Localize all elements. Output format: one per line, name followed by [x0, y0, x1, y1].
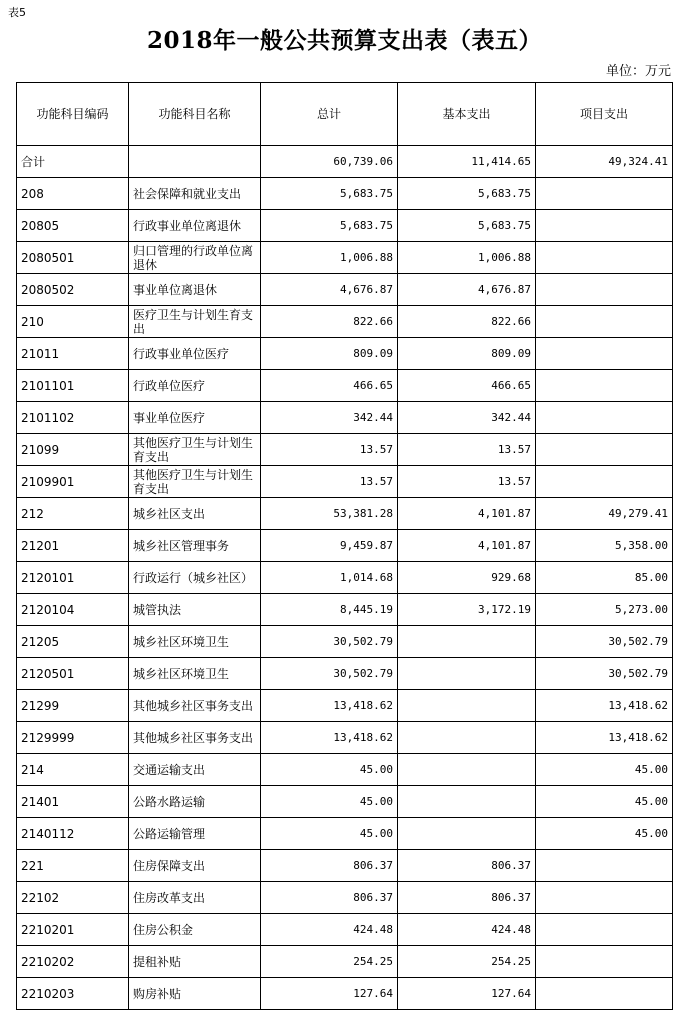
- table-row: [17, 850, 673, 882]
- cell-basic: 5,683.75: [398, 178, 536, 210]
- cell-name: 行政事业单位离退休: [129, 210, 261, 242]
- cell-name: 交通运输支出: [129, 754, 261, 786]
- cell-project: 30,502.79: [536, 658, 673, 690]
- cell-name: 城乡社区支出: [129, 498, 261, 530]
- cell-total: 8,445.19: [261, 594, 398, 626]
- table-row: [17, 178, 673, 210]
- cell-name: 提租补贴: [129, 946, 261, 978]
- cell-code: 2129999: [17, 722, 129, 754]
- cell-basic: 127.64: [398, 978, 536, 1010]
- cell-basic: 466.65: [398, 370, 536, 402]
- cell-basic: 4,101.87: [398, 498, 536, 530]
- cell-basic: 4,101.87: [398, 530, 536, 562]
- cell-project: 85.00: [536, 562, 673, 594]
- table-number-label: 表5: [8, 6, 26, 19]
- cell-basic: 806.37: [398, 850, 536, 882]
- cell-code: 208: [17, 178, 129, 210]
- unit-label: 单位：万元: [605, 64, 671, 79]
- table-row: [17, 530, 673, 562]
- cell-project: [536, 466, 673, 498]
- cell-project: [536, 370, 673, 402]
- cell-basic: 929.68: [398, 562, 536, 594]
- cell-total: 806.37: [261, 850, 398, 882]
- cell-code: 21205: [17, 626, 129, 658]
- cell-basic: 3,172.19: [398, 594, 536, 626]
- cell-basic: 13.57: [398, 466, 536, 498]
- cell-name: 购房补贴: [129, 978, 261, 1010]
- cell-project: 5,358.00: [536, 530, 673, 562]
- table-row: [17, 434, 673, 466]
- cell-total: 60,739.06: [261, 146, 398, 178]
- budget-table: [16, 82, 673, 1010]
- cell-project: [536, 882, 673, 914]
- cell-total: 13.57: [261, 466, 398, 498]
- cell-code: 212: [17, 498, 129, 530]
- table-row: [17, 914, 673, 946]
- table-row: [17, 338, 673, 370]
- cell-basic: 254.25: [398, 946, 536, 978]
- cell-name: 其他医疗卫生与计划生育支出: [129, 466, 261, 498]
- cell-code: 2210202: [17, 946, 129, 978]
- cell-project: [536, 914, 673, 946]
- cell-total: 13.57: [261, 434, 398, 466]
- cell-code: 2101101: [17, 370, 129, 402]
- cell-basic: [398, 754, 536, 786]
- cell-project: 45.00: [536, 786, 673, 818]
- cell-total: 1,014.68: [261, 562, 398, 594]
- cell-project: [536, 434, 673, 466]
- cell-project: [536, 274, 673, 306]
- cell-project: 49,279.41: [536, 498, 673, 530]
- cell-project: [536, 946, 673, 978]
- cell-code: 210: [17, 306, 129, 338]
- cell-basic: 822.66: [398, 306, 536, 338]
- table-row: [17, 690, 673, 722]
- cell-total: 254.25: [261, 946, 398, 978]
- cell-basic: 4,676.87: [398, 274, 536, 306]
- cell-name: 其他医疗卫生与计划生育支出: [129, 434, 261, 466]
- header-basic: 基本支出: [398, 83, 536, 146]
- cell-basic: [398, 658, 536, 690]
- cell-total: 342.44: [261, 402, 398, 434]
- table-row: [17, 466, 673, 498]
- cell-name: 城管执法: [129, 594, 261, 626]
- cell-basic: 1,006.88: [398, 242, 536, 274]
- table-row: [17, 274, 673, 306]
- cell-code: 合计: [17, 146, 129, 178]
- cell-project: 13,418.62: [536, 690, 673, 722]
- cell-name: 城乡社区环境卫生: [129, 626, 261, 658]
- cell-basic: 809.09: [398, 338, 536, 370]
- cell-code: 21099: [17, 434, 129, 466]
- cell-total: 30,502.79: [261, 626, 398, 658]
- cell-total: 127.64: [261, 978, 398, 1010]
- cell-basic: [398, 626, 536, 658]
- cell-project: [536, 242, 673, 274]
- cell-total: 9,459.87: [261, 530, 398, 562]
- cell-code: 21011: [17, 338, 129, 370]
- cell-basic: 342.44: [398, 402, 536, 434]
- cell-code: 22102: [17, 882, 129, 914]
- table-row: [17, 498, 673, 530]
- cell-code: 2210203: [17, 978, 129, 1010]
- cell-name: 公路水路运输: [129, 786, 261, 818]
- table-row: [17, 146, 673, 178]
- table-row: [17, 306, 673, 338]
- cell-project: [536, 178, 673, 210]
- cell-basic: 11,414.65: [398, 146, 536, 178]
- cell-name: [129, 146, 261, 178]
- cell-code: 2080501: [17, 242, 129, 274]
- cell-name: 公路运输管理: [129, 818, 261, 850]
- cell-project: [536, 306, 673, 338]
- cell-total: 13,418.62: [261, 690, 398, 722]
- cell-name: 住房改革支出: [129, 882, 261, 914]
- cell-total: 13,418.62: [261, 722, 398, 754]
- cell-name: 归口管理的行政单位离退休: [129, 242, 261, 274]
- header-name: 功能科目名称: [129, 83, 261, 146]
- cell-code: 2120101: [17, 562, 129, 594]
- cell-name: 城乡社区管理事务: [129, 530, 261, 562]
- table-row: [17, 946, 673, 978]
- cell-total: 809.09: [261, 338, 398, 370]
- table-row: [17, 754, 673, 786]
- cell-total: 5,683.75: [261, 178, 398, 210]
- cell-basic: [398, 722, 536, 754]
- cell-name: 行政单位医疗: [129, 370, 261, 402]
- table-row: [17, 722, 673, 754]
- table-row: [17, 818, 673, 850]
- cell-project: 5,273.00: [536, 594, 673, 626]
- table-row: [17, 978, 673, 1010]
- cell-name: 其他城乡社区事务支出: [129, 722, 261, 754]
- cell-name: 社会保障和就业支出: [129, 178, 261, 210]
- cell-total: 806.37: [261, 882, 398, 914]
- cell-total: 466.65: [261, 370, 398, 402]
- cell-total: 53,381.28: [261, 498, 398, 530]
- table-row: [17, 882, 673, 914]
- cell-project: 13,418.62: [536, 722, 673, 754]
- cell-total: 5,683.75: [261, 210, 398, 242]
- cell-code: 21201: [17, 530, 129, 562]
- cell-name: 城乡社区环境卫生: [129, 658, 261, 690]
- cell-code: 20805: [17, 210, 129, 242]
- cell-name: 行政运行（城乡社区）: [129, 562, 261, 594]
- table-row: [17, 594, 673, 626]
- cell-basic: [398, 818, 536, 850]
- cell-code: 2101102: [17, 402, 129, 434]
- cell-project: 45.00: [536, 818, 673, 850]
- header-total: 总计: [261, 83, 398, 146]
- cell-total: 1,006.88: [261, 242, 398, 274]
- cell-project: 49,324.41: [536, 146, 673, 178]
- cell-name: 住房公积金: [129, 914, 261, 946]
- cell-basic: [398, 786, 536, 818]
- cell-project: 45.00: [536, 754, 673, 786]
- budget-table-body: [17, 83, 673, 1010]
- cell-name: 医疗卫生与计划生育支出: [129, 306, 261, 338]
- cell-total: 45.00: [261, 786, 398, 818]
- cell-project: [536, 210, 673, 242]
- table-row: [17, 626, 673, 658]
- cell-total: 45.00: [261, 818, 398, 850]
- table-header-row: [17, 83, 673, 146]
- header-project: 项目支出: [536, 83, 673, 146]
- table-row: [17, 562, 673, 594]
- cell-code: 21401: [17, 786, 129, 818]
- table-row: [17, 242, 673, 274]
- cell-project: [536, 402, 673, 434]
- cell-total: 45.00: [261, 754, 398, 786]
- cell-total: 4,676.87: [261, 274, 398, 306]
- table-row: [17, 210, 673, 242]
- cell-basic: 806.37: [398, 882, 536, 914]
- cell-basic: 13.57: [398, 434, 536, 466]
- cell-basic: [398, 690, 536, 722]
- cell-code: 214: [17, 754, 129, 786]
- cell-project: [536, 338, 673, 370]
- table-row: [17, 402, 673, 434]
- page-title: 2018年一般公共预算支出表（表五）: [146, 27, 542, 54]
- cell-code: 21299: [17, 690, 129, 722]
- cell-basic: 5,683.75: [398, 210, 536, 242]
- cell-project: [536, 978, 673, 1010]
- table-row: [17, 786, 673, 818]
- header-code: 功能科目编码: [17, 83, 129, 146]
- table-row: [17, 658, 673, 690]
- cell-name: 其他城乡社区事务支出: [129, 690, 261, 722]
- cell-total: 424.48: [261, 914, 398, 946]
- table-row: [17, 370, 673, 402]
- cell-name: 行政事业单位医疗: [129, 338, 261, 370]
- cell-name: 住房保障支出: [129, 850, 261, 882]
- cell-code: 221: [17, 850, 129, 882]
- cell-code: 2080502: [17, 274, 129, 306]
- cell-code: 2120104: [17, 594, 129, 626]
- cell-total: 822.66: [261, 306, 398, 338]
- cell-project: 30,502.79: [536, 626, 673, 658]
- cell-project: [536, 850, 673, 882]
- cell-code: 2109901: [17, 466, 129, 498]
- cell-code: 2120501: [17, 658, 129, 690]
- cell-code: 2140112: [17, 818, 129, 850]
- cell-name: 事业单位离退休: [129, 274, 261, 306]
- cell-code: 2210201: [17, 914, 129, 946]
- cell-name: 事业单位医疗: [129, 402, 261, 434]
- cell-total: 30,502.79: [261, 658, 398, 690]
- cell-basic: 424.48: [398, 914, 536, 946]
